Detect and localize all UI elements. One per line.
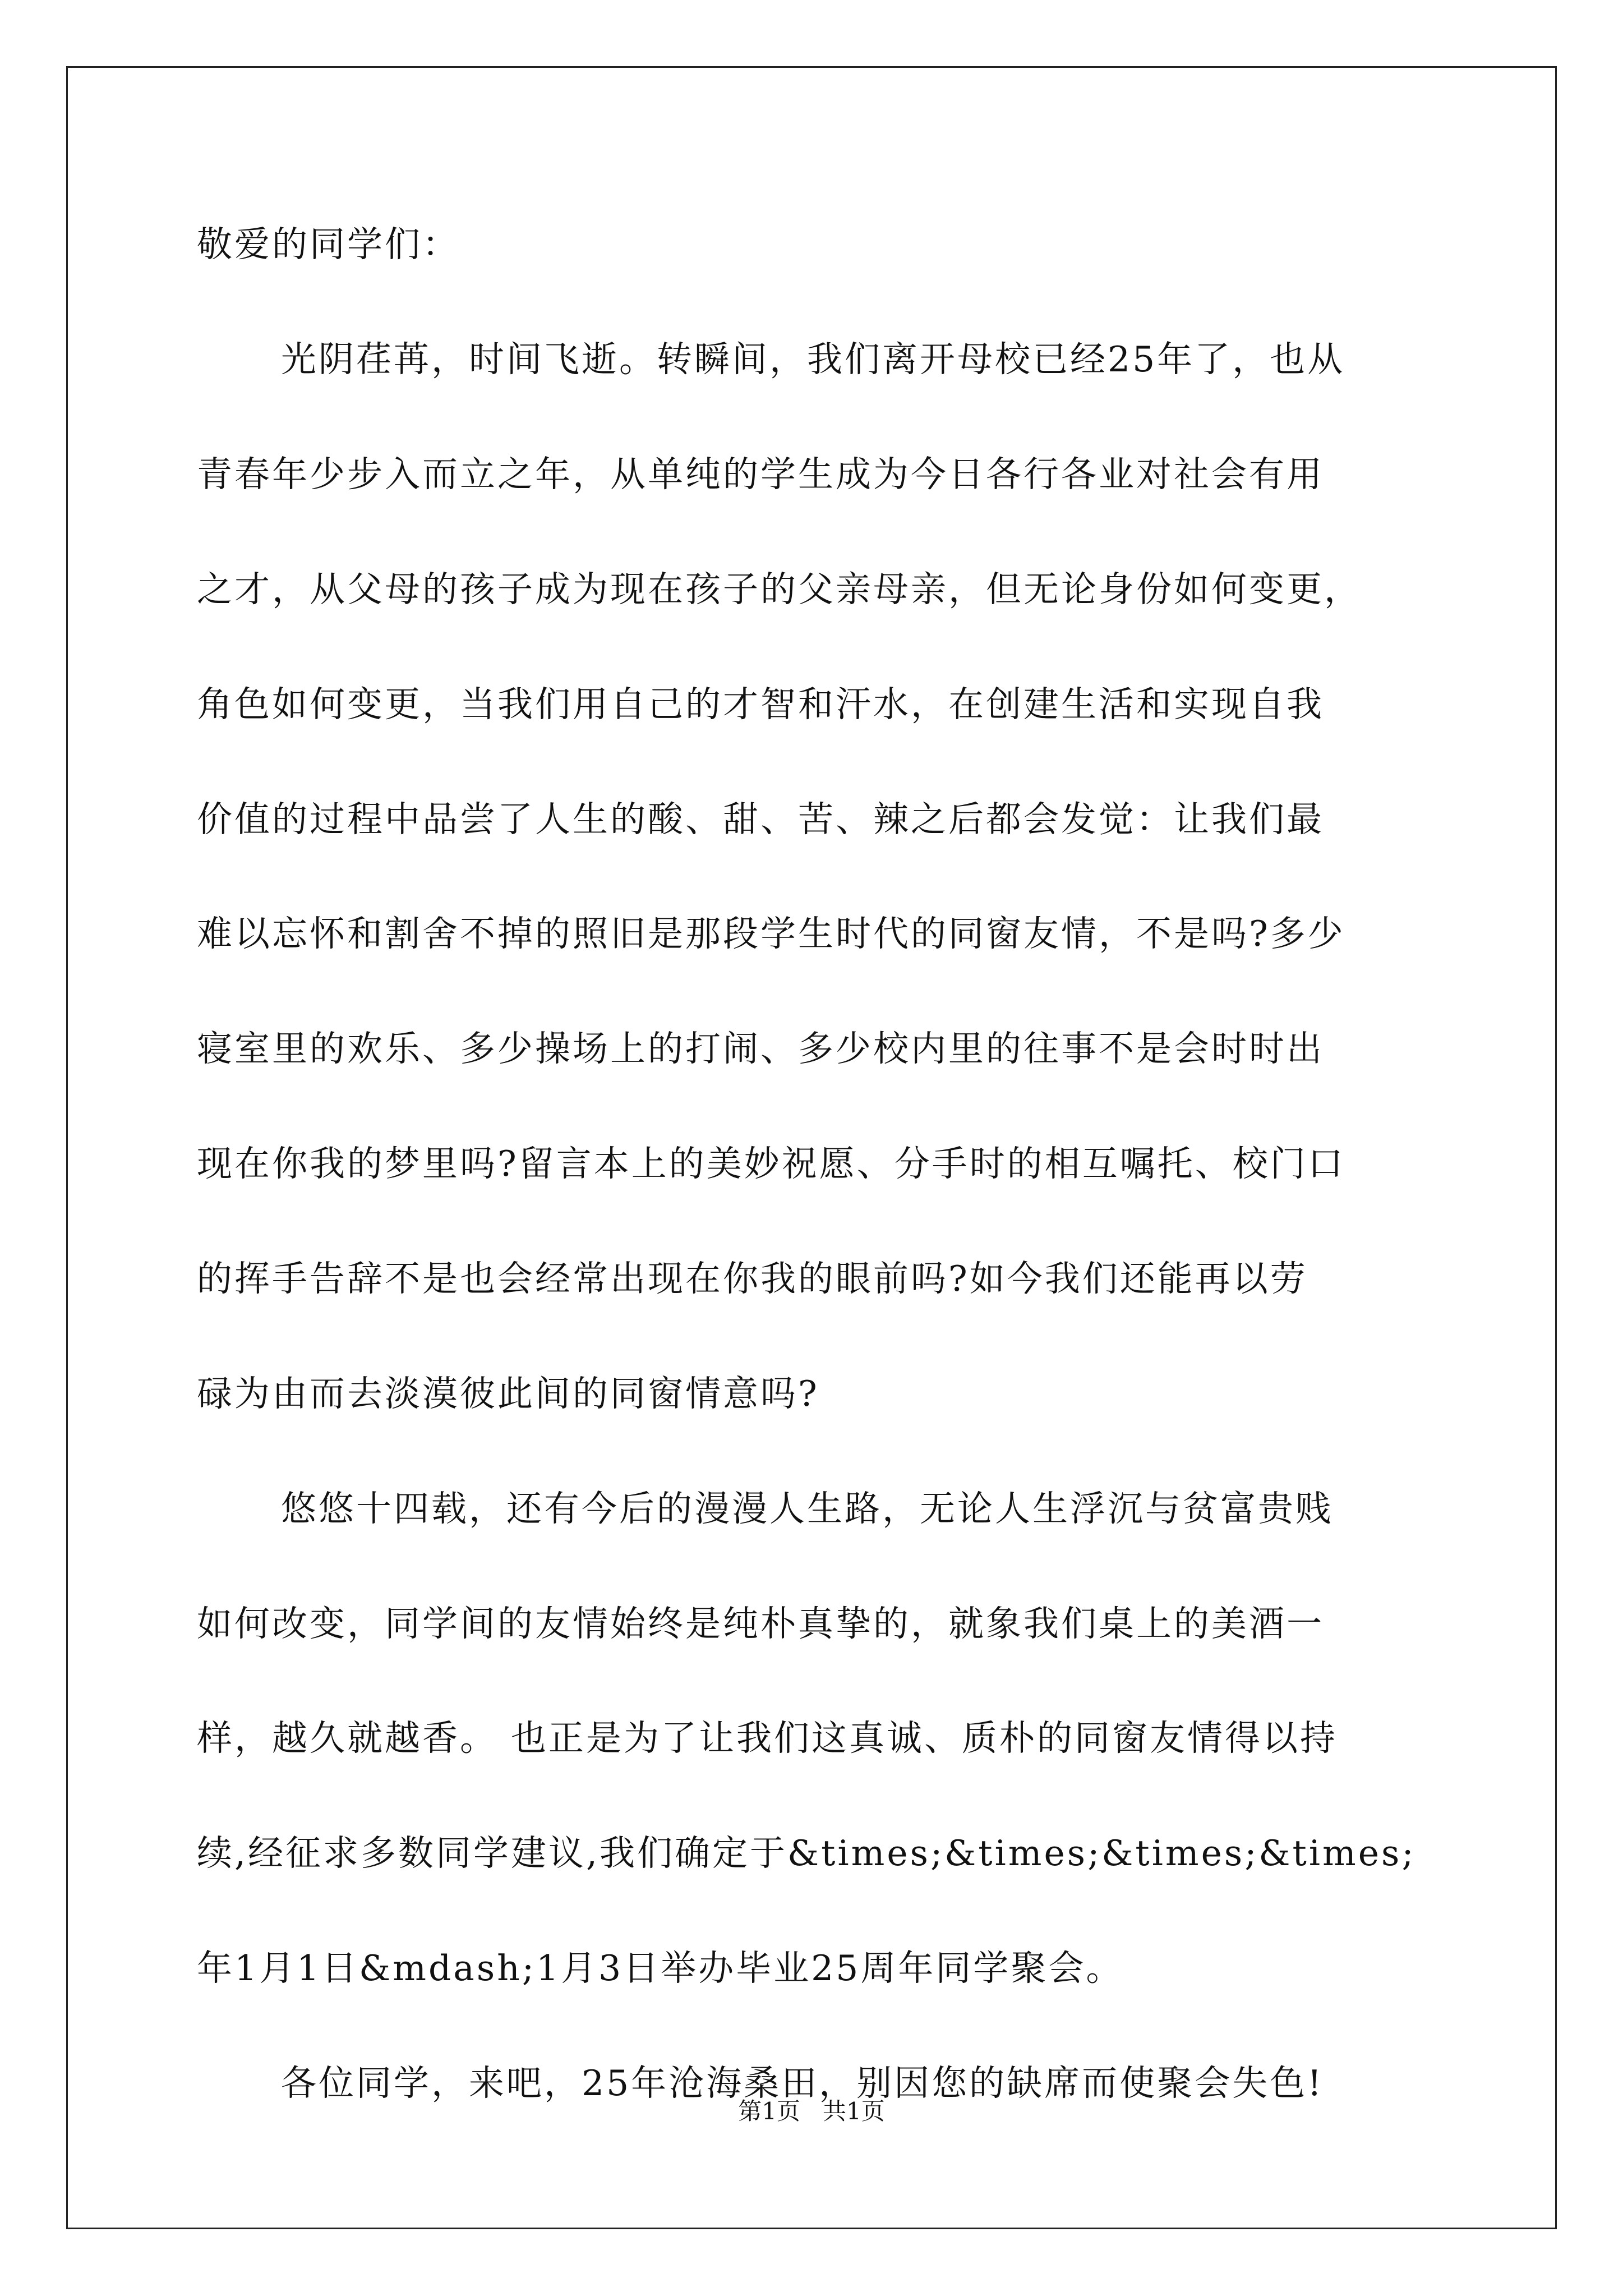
paragraph-2-line-2: 如何改变，同学间的友情始终是纯朴真挚的，就象我们桌上的美酒一 — [197, 1603, 1324, 1644]
salutation: 敬爱的同学们： — [197, 224, 460, 265]
paragraph-1-line-2: 青春年少步入而立之年，从单纯的学生成为今日各行各业对社会有用 — [197, 454, 1324, 495]
paragraph-2-line-1: 悠悠十四载，还有今后的漫漫人生路，无论人生浮沉与贫富贵贱 — [281, 1488, 1333, 1529]
paragraph-1-line-8: 现在你我的梦里吗?留言本上的美妙祝愿、分手时的相互嘱托、校门口 — [197, 1143, 1345, 1184]
paragraph-1-line-7: 寝室里的欢乐、多少操场上的打闹、多少校内里的往事不是会时时出 — [197, 1028, 1324, 1069]
paragraph-2-line-4: 续,经征求多数同学建议,我们确定于&times;&times;&times;&times; — [197, 1833, 1416, 1874]
paragraph-1-line-9: 的挥手告辞不是也会经常出现在你我的眼前吗?如今我们还能再以劳 — [197, 1258, 1308, 1299]
paragraph-1-line-10: 碌为由而去淡漠彼此间的同窗情意吗? — [197, 1373, 819, 1414]
paragraph-1-line-5: 价值的过程中品尝了人生的酸、甜、苦、辣之后都会发觉：让我们最 — [197, 799, 1324, 840]
paragraph-2-line-5: 年1月1日&mdash;1月3日举办毕业25周年同学聚会。 — [197, 1948, 1124, 1989]
paragraph-2-line-3: 样，越久就越香。 也正是为了让我们这真诚、质朴的同窗友情得以持 — [197, 1718, 1338, 1759]
paragraph-1-line-4: 角色如何变更，当我们用自己的才智和汗水，在创建生活和实现自我 — [197, 684, 1324, 725]
paragraph-1-line-6: 难以忘怀和割舍不掉的照旧是那段学生时代的同窗友情，不是吗?多少 — [197, 913, 1345, 954]
paragraph-1-line-1: 光阴荏苒，时间飞逝。转瞬间，我们离开母校已经25年了，也从 — [281, 339, 1345, 380]
paragraph-3-line-1: 各位同学，来吧，25年沧海桑田，别因您的缺席而使聚会失色! — [281, 2063, 1324, 2104]
paragraph-1-line-3: 之才，从父母的孩子成为现在孩子的父亲母亲，但无论身份如何变更， — [197, 569, 1362, 610]
page-footer: 第1页 共1页 — [738, 2097, 885, 2125]
